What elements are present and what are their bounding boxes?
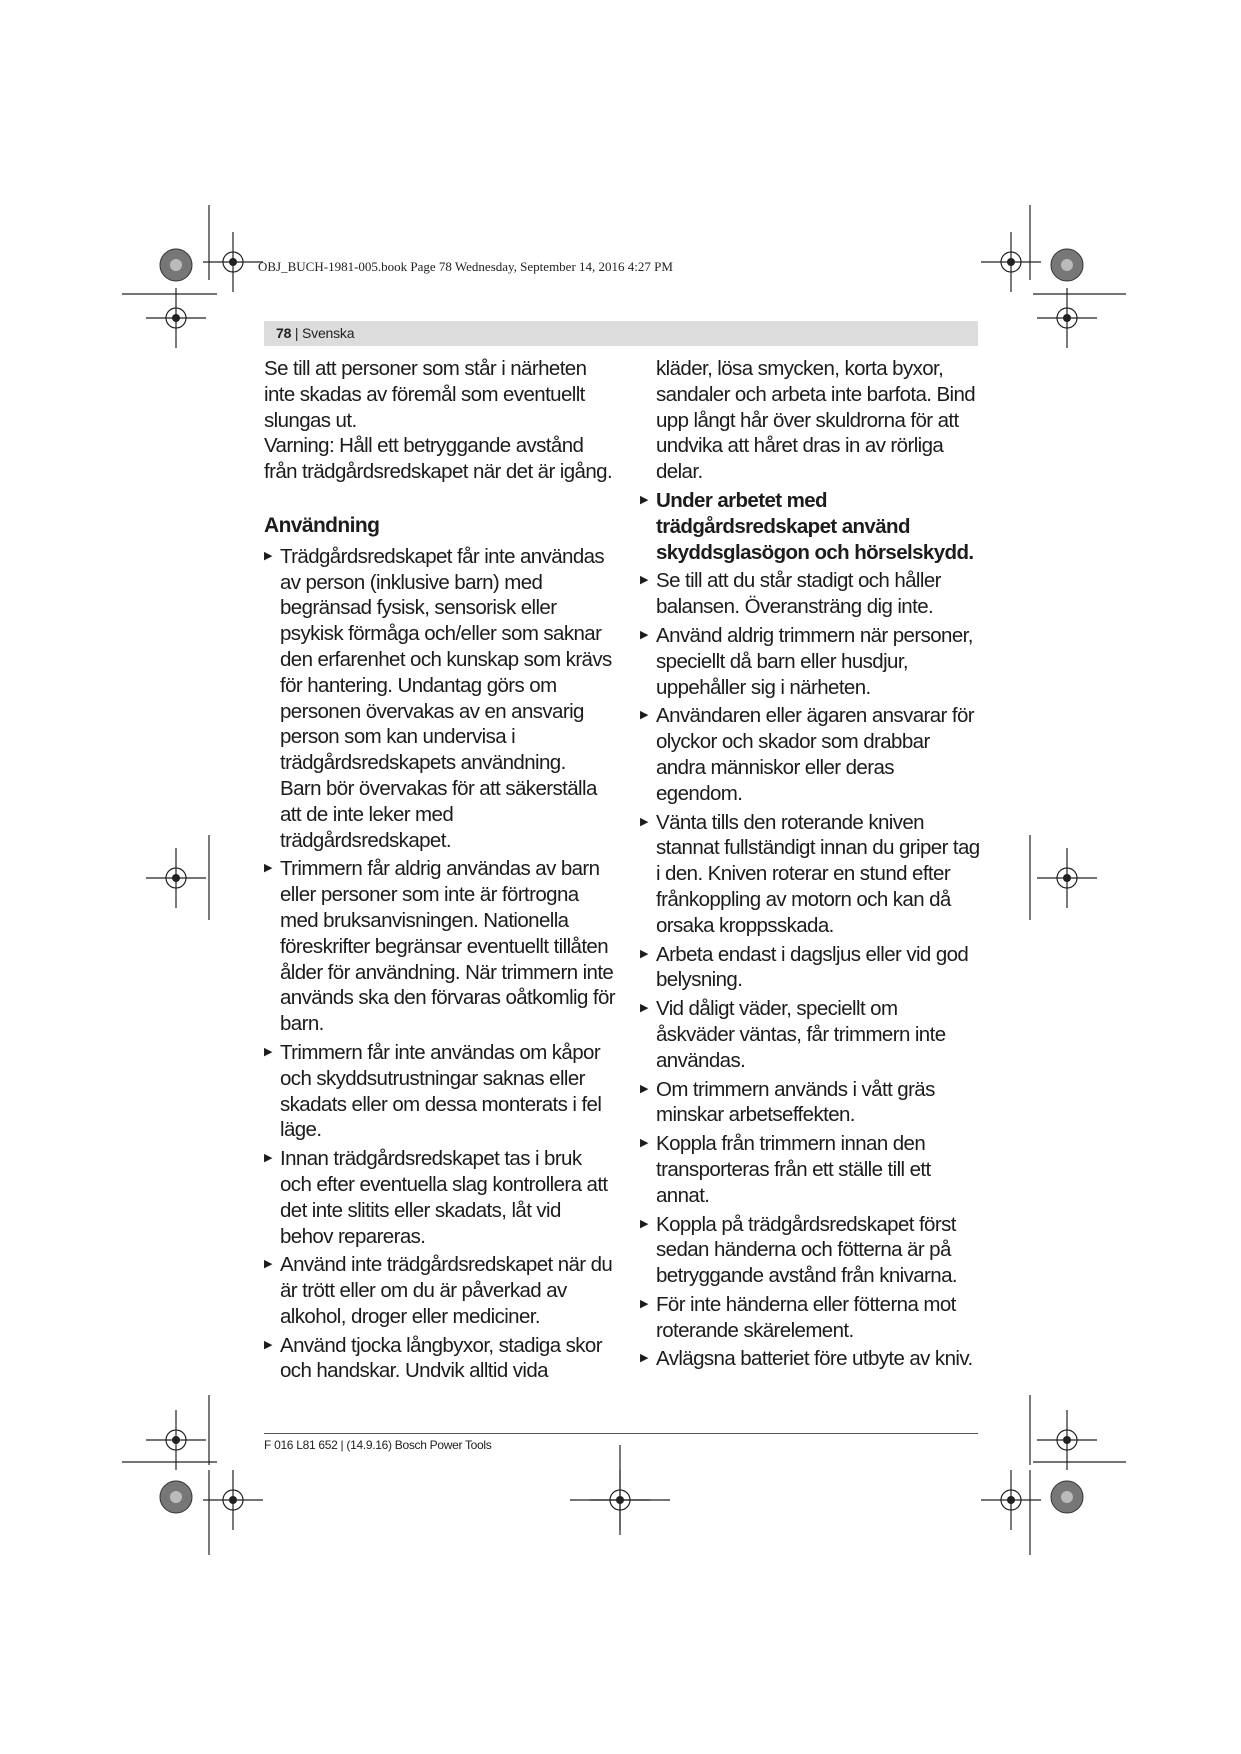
- list-item-text: Trädgårdsredskapet får inte användas av person (inklusive barn) med begränsad fysisk, sensorisk eller psykisk förmåga och/eller som saknar den erfarenhet och kunskap som krävs för hantering. Undantag görs om personen övervakas av en ansvarig person som kan undervisa i trädgårdsredskapets användning.: [280, 544, 612, 775]
- registration-cross-top-left: [203, 232, 263, 292]
- list-item: ▶ Vänta tills den roterande kniven stannat fullständigt innan du griper tag i den. Kniven roterar en stund efter frånkoppling av motorn och kan då orsaka kroppsskada.: [640, 810, 980, 939]
- registration-cross-middle-right: [1037, 848, 1097, 908]
- list-item: ▶ Koppla från trimmern innan den transporteras från ett ställe till ett annat.: [640, 1131, 980, 1208]
- list-item: ▶ Använd aldrig trimmern när personer, speciellt då barn eller husdjur, uppehåller sig i närheten.: [640, 623, 980, 700]
- registration-cross-lower-left: [146, 1410, 206, 1470]
- warning-paragraph: Varning: Håll ett betryggande avstånd från trädgårdsredskapet när det är igång.: [264, 434, 613, 484]
- list-item: ▶ Trimmern får aldrig användas av barn eller personer som inte är förtrogna med bruksanvisningen. Nationella föreskrifter begränsar eventuellt tillåten ålder för användning. När trimmern inte används ska den förvaras oåtkomlig för barn.: [264, 856, 616, 1037]
- list-item: ▶ Användaren eller ägaren ansvarar för olyckor och skador som drabbar andra människor eller deras egendom.: [640, 703, 980, 806]
- left-column: [264, 356, 616, 1387]
- header-separator: |: [291, 325, 303, 341]
- registration-cross-top-right: [981, 232, 1041, 292]
- list-item: ▶ Koppla på trädgårdsredskapet först sedan händerna och fötterna är på betryggande avstånd från knivarna.: [640, 1212, 980, 1289]
- list-item: ▶ Avlägsna batteriet före utbyte av kniv.: [640, 1346, 980, 1372]
- list-item: [264, 544, 616, 854]
- intro-paragraph: Se till att personer som står i närheten inte skadas av föremål som eventuellt slungas ut.: [264, 357, 587, 432]
- registration-cross-upper-left: [146, 288, 206, 348]
- print-info-line: OBJ_BUCH-1981-005.book Page 78 Wednesday, September 14, 2016 4:27 PM: [258, 259, 673, 274]
- list-item: ▶ Innan trädgårdsredskapet tas i bruk och efter eventuella slag kontrollera att det inte slitits eller skadats, låt vid behov repareras.: [264, 1146, 616, 1249]
- list-item: ▶ Använd tjocka långbyxor, stadiga skor och handskar. Undvik alltid vida: [264, 1333, 616, 1385]
- registration-cross-upper-right: [1037, 288, 1097, 348]
- page-number: 78: [276, 325, 292, 341]
- registration-cross-lower-right: [1037, 1410, 1097, 1470]
- registration-dial-top-left: [160, 249, 192, 281]
- list-item: ▶ Arbeta endast i dagsljus eller vid god belysning.: [640, 942, 980, 994]
- list-item-bold: ▶ Under arbetet med trädgårdsredskapet använd skyddsglasögon och hörselskydd.: [640, 488, 980, 565]
- registration-cross-bottom-right: [981, 1470, 1041, 1530]
- list-item: ▶ Om trimmern används i vått gräs minskar arbetseffekten.: [640, 1077, 980, 1129]
- header-language: Svenska: [302, 325, 355, 341]
- section-heading-anvandning: Användning: [264, 513, 380, 537]
- registration-dial-top-right: [1051, 249, 1083, 281]
- list-item: ▶ Trimmern får inte användas om kåpor och skyddsutrustningar saknas eller skadats eller om dessa monterats i fel läge.: [264, 1040, 616, 1143]
- right-column: [640, 356, 980, 1375]
- page-header: [276, 325, 354, 341]
- list-item: ▶ Använd inte trädgårdsredskapet när du är trött eller om du är påverkad av alkohol, droger eller mediciner.: [264, 1252, 616, 1329]
- registration-dial-bottom-right: [1051, 1481, 1083, 1513]
- continued-paragraph: kläder, lösa smycken, korta byxor, sandaler och arbeta inte barfota. Bind upp långt hår över skuldrorna för att undvika att håret dras in av rörliga delar.: [656, 357, 976, 484]
- footer-divider: [264, 1433, 978, 1434]
- registration-dial-bottom-left: [160, 1481, 192, 1513]
- registration-cross-bottom-left: [203, 1470, 263, 1530]
- list-item: ▶ För inte händerna eller fötterna mot roterande skärelement.: [640, 1292, 980, 1344]
- list-item-text-extra: Barn bör övervakas för att säkerställa att de inte leker med trädgårdsredskapet.: [280, 776, 597, 852]
- list-item: ▶ Vid dåligt väder, speciellt om åskväder väntas, får trimmern inte användas.: [640, 996, 980, 1073]
- page-footer: F 016 L81 652 | (14.9.16) Bosch Power Tools: [264, 1438, 492, 1452]
- page-header-bar: [264, 321, 978, 346]
- registration-cross-middle-left: [146, 848, 206, 908]
- list-item: ▶ Se till att du står stadigt och håller balansen. Överansträng dig inte.: [640, 568, 980, 620]
